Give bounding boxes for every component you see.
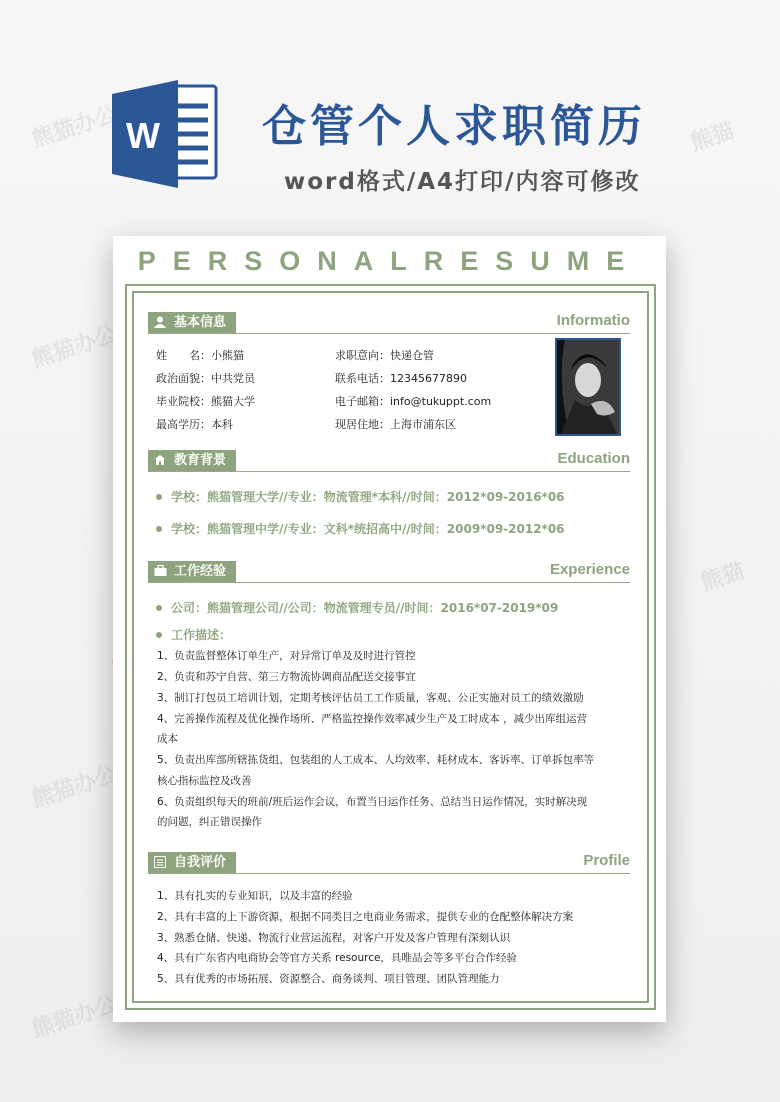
info-address: 现居住地：上海市浦东区: [335, 418, 456, 431]
list-icon: [154, 856, 166, 868]
info-political: 政治面貌：中共党员: [156, 372, 255, 385]
work-desc-title: 工作描述：: [156, 626, 231, 643]
watermark: 熊猫: [697, 558, 748, 597]
section-title: 工作经验: [174, 564, 227, 579]
resume-banner: PERSONALRESUME: [137, 246, 642, 276]
work-desc-line: 3、制订打包员工培训计划，定期考核评估员工工作质量，客观、公正实施对员工的绩效激励: [157, 692, 584, 704]
info-school: 毕业院校：熊猫大学: [156, 395, 255, 408]
section-work: [148, 559, 630, 585]
watermark: 熊猫办公: [28, 321, 121, 373]
section-education: [148, 448, 630, 474]
info-intention: 求职意向：快递仓管: [335, 349, 434, 362]
profile-line: 2、具有丰富的上下游资源，根据不同类目之电商业务需求，提供专业的仓配整体解决方案: [157, 911, 574, 923]
work-desc-line: 成本: [157, 733, 178, 745]
work-company: 公司：熊猫管理公司//公司：物流管理专员//时间：2016*07-2019*09: [156, 599, 558, 616]
resume-paper: [113, 236, 666, 1022]
page-title: 仓管个人求职简历: [262, 101, 646, 152]
info-email: 电子邮箱：info@tukuppt.com: [335, 395, 492, 408]
watermark: 熊猫办公: [28, 991, 121, 1043]
work-desc-line: 1、负责监督整体订单生产，对异常订单及及时进行管控: [157, 650, 416, 662]
work-desc-line: 4、完善操作流程及优化操作场所、严格监控操作效率减少生产及工时成本 ，减少出库组运营: [157, 713, 588, 725]
profile-line: 3、熟悉仓储、快递、物流行业营运流程，对客户开发及客户管理有深刻认识: [157, 932, 511, 944]
watermark: 熊猫办公: [28, 761, 121, 813]
info-degree: 最高学历：本科: [156, 418, 233, 431]
education-item: 学校：熊猫管理大学//专业：物流管理*本科//时间：2012*09-2016*06: [156, 488, 565, 505]
work-desc-line: 5、负责出库部所辖拣货组、包装组的人工成本、人均效率、耗材成本、客诉率、订单拆包率等: [157, 754, 595, 766]
section-tag: [148, 561, 236, 582]
section-title-en: Profile: [583, 852, 630, 869]
info-phone: 联系电话：12345677890: [335, 372, 467, 385]
word-logo-icon: [112, 80, 222, 188]
page-subtitle: word格式/A4打印/内容可修改: [284, 169, 641, 195]
work-desc-line: 核心指标监控及改善: [157, 775, 252, 787]
profile-photo: [555, 338, 621, 436]
section-title: 教育背景: [174, 453, 227, 468]
work-desc-line: 的问题，纠正错误操作: [157, 816, 262, 828]
word-logo-letter: W: [126, 115, 160, 156]
person-icon: [154, 316, 166, 328]
section-profile: [148, 850, 630, 876]
work-desc-line: 6、负责组织每天的班前/班后运作会议，布置当日运作任务、总结当日运作情况，实时解决现: [157, 796, 588, 808]
watermark: 熊猫: [687, 118, 738, 157]
section-basic-info: [148, 310, 630, 336]
profile-line: 5、具有优秀的市场拓展、资源整合、商务谈判、项目管理、团队管理能力: [157, 973, 500, 985]
section-tag: [148, 852, 236, 873]
section-title: 自我评价: [174, 855, 227, 870]
school-icon: [154, 454, 166, 466]
info-name: 姓 名：小熊猫: [156, 349, 244, 362]
profile-line: 1、具有扎实的专业知识，以及丰富的经验: [157, 890, 353, 902]
education-item: 学校：熊猫管理中学//专业：文科*统招高中//时间：2009*09-2012*06: [156, 520, 565, 537]
watermark: 熊猫办公: [28, 101, 121, 153]
section-title: 基本信息: [174, 315, 227, 330]
section-title-en: Experience: [549, 561, 630, 578]
profile-line: 4、具有广东省内电商协会等官方关系 resource，具唯品会等多平台合作经验: [157, 952, 517, 964]
section-title-en: Education: [557, 450, 630, 467]
section-title-en: Informatio: [556, 312, 630, 329]
section-tag: [148, 450, 236, 471]
work-desc-line: 2、负责和苏宁自营、第三方物流协调商品配送交接事宜: [157, 671, 416, 683]
section-tag: [148, 312, 236, 333]
briefcase-icon: [154, 565, 167, 577]
